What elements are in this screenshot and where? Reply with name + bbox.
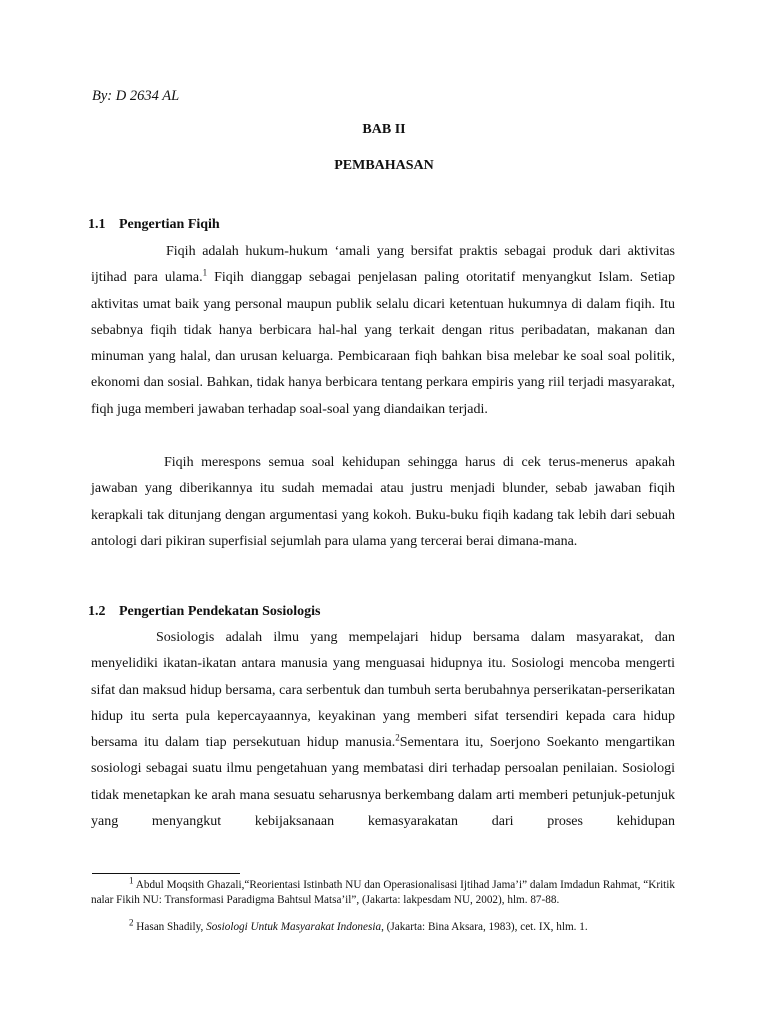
footnote-book-title: Sosiologi Untuk Masyarakat Indonesia [206, 921, 382, 933]
paragraph-sociology-definition [91, 625, 675, 835]
chapter-title: PEMBAHASAN [334, 158, 434, 173]
section-title: Pengertian Pendekatan Sosiologis [119, 604, 321, 619]
section-heading-1-2 [88, 604, 320, 620]
paragraph-text: Fiqih dianggap sebagai penjelasan paling otoritatif menyangkut Islam. Setiap aktivitas umat baik yang personal maupun publik selalu dicari ketentuan hukumnya di dalam fiqih. Itu sebabnya fiqih tidak hanya berbicara hal-hal yang terkait dengan ritus peribadatan, makanan dan minuman yang halal, dan urusan keluarga. Pembicaraan fiqh bahkan bisa melebar ke soal soal politik, ekonomi dan sosial. Bahkan, tidak hanya berbicara tentang perkara empiris yang riil terjadi masyarakat, fiqh juga memberi jawaban terhadap soal-soal yang diandaikan terjadi. [91, 270, 675, 417]
footnote-1 [91, 875, 675, 908]
footnote-text: Hasan Shadily, [133, 921, 207, 933]
chapter-heading: BAB II [362, 122, 406, 137]
footnote-ref-1: 1 [202, 267, 208, 278]
footnote-number: 1 [129, 875, 134, 886]
section-number: 1.2 [88, 604, 106, 619]
paragraph-fiqih-definition [91, 239, 675, 423]
paragraph-text: Fiqih adalah hukum-hukum ‘amali yang bersifat praktis sebagai produk dari aktivitas ijtihad para ulama. [91, 244, 675, 286]
section-heading-1-1 [88, 217, 220, 233]
section-number: 1.1 [88, 217, 106, 232]
footnote-divider [92, 873, 240, 874]
paragraph-text: Sementara itu, Soerjono Soekanto mengartikan sosiologi sebagai suatu ilmu pengetahuan yang membatasi diri terhadap persoalan penilaian. Sosiologi tidak menetapkan ke arah mana sesuatu seharusnya berkembang dalam arti memberi petunjuk-petunjuk yang menyangkut kebijaksanaan kemasyarakatan dari proses kehidupan [91, 735, 675, 830]
paragraph-fiqih-response: Fiqih merespons semua soal kehidupan sehingga harus di cek terus-menerus apakah jawaban yang diberikannya itu sudah memadai atau justru menjadi blunder, sebab jawaban fiqih kerapkali tak ditunjang dengan argumentasi yang kokoh. Buku-buku fiqih kadang tak lebih dari sebuah antologi dari pikiran superfisial sejumlah para ulama yang tercerai berai dimana-mana. [91, 455, 675, 549]
author-line: By: D 2634 AL [92, 88, 180, 104]
footnote-text: , (Jakarta: Bina Aksara, 1983), cet. IX, hlm. 1. [381, 921, 588, 933]
footnote-2 [91, 917, 675, 935]
footnote-number: 2 [129, 917, 134, 928]
section-title: Pengertian Fiqih [119, 217, 220, 232]
footnote-text: Abdul Moqsith Ghazali,“Reorientasi Istinbath NU dan Operasionalisasi Ijtihad Jama’i” dalam Imdadun Rahmat, “Kritik nalar Fikih NU: Transformasi Paradigma Bahtsul Matsa’il”, (Jakarta: lakpesdam NU, 2002), hlm. 87-88. [91, 879, 675, 906]
footnote-ref-2: 2 [395, 732, 400, 743]
paragraph-text: Sosiologis adalah ilmu yang mempelajari hidup bersama dalam masyarakat, dan menyelidiki ikatan-ikatan antara manusia yang menguasai hidupnya itu. Sosiologi mencoba mengerti sifat dan maksud hidup bersama, cara serbentuk dan tumbuh serta berubahnya perserikatan-perserikatan hidup itu serta pula kepercayaannya, keyakinan yang memberi sifat tersendiri kepada cara hidup bersama itu dalam tiap persekutuan hidup manusia. [91, 630, 675, 751]
